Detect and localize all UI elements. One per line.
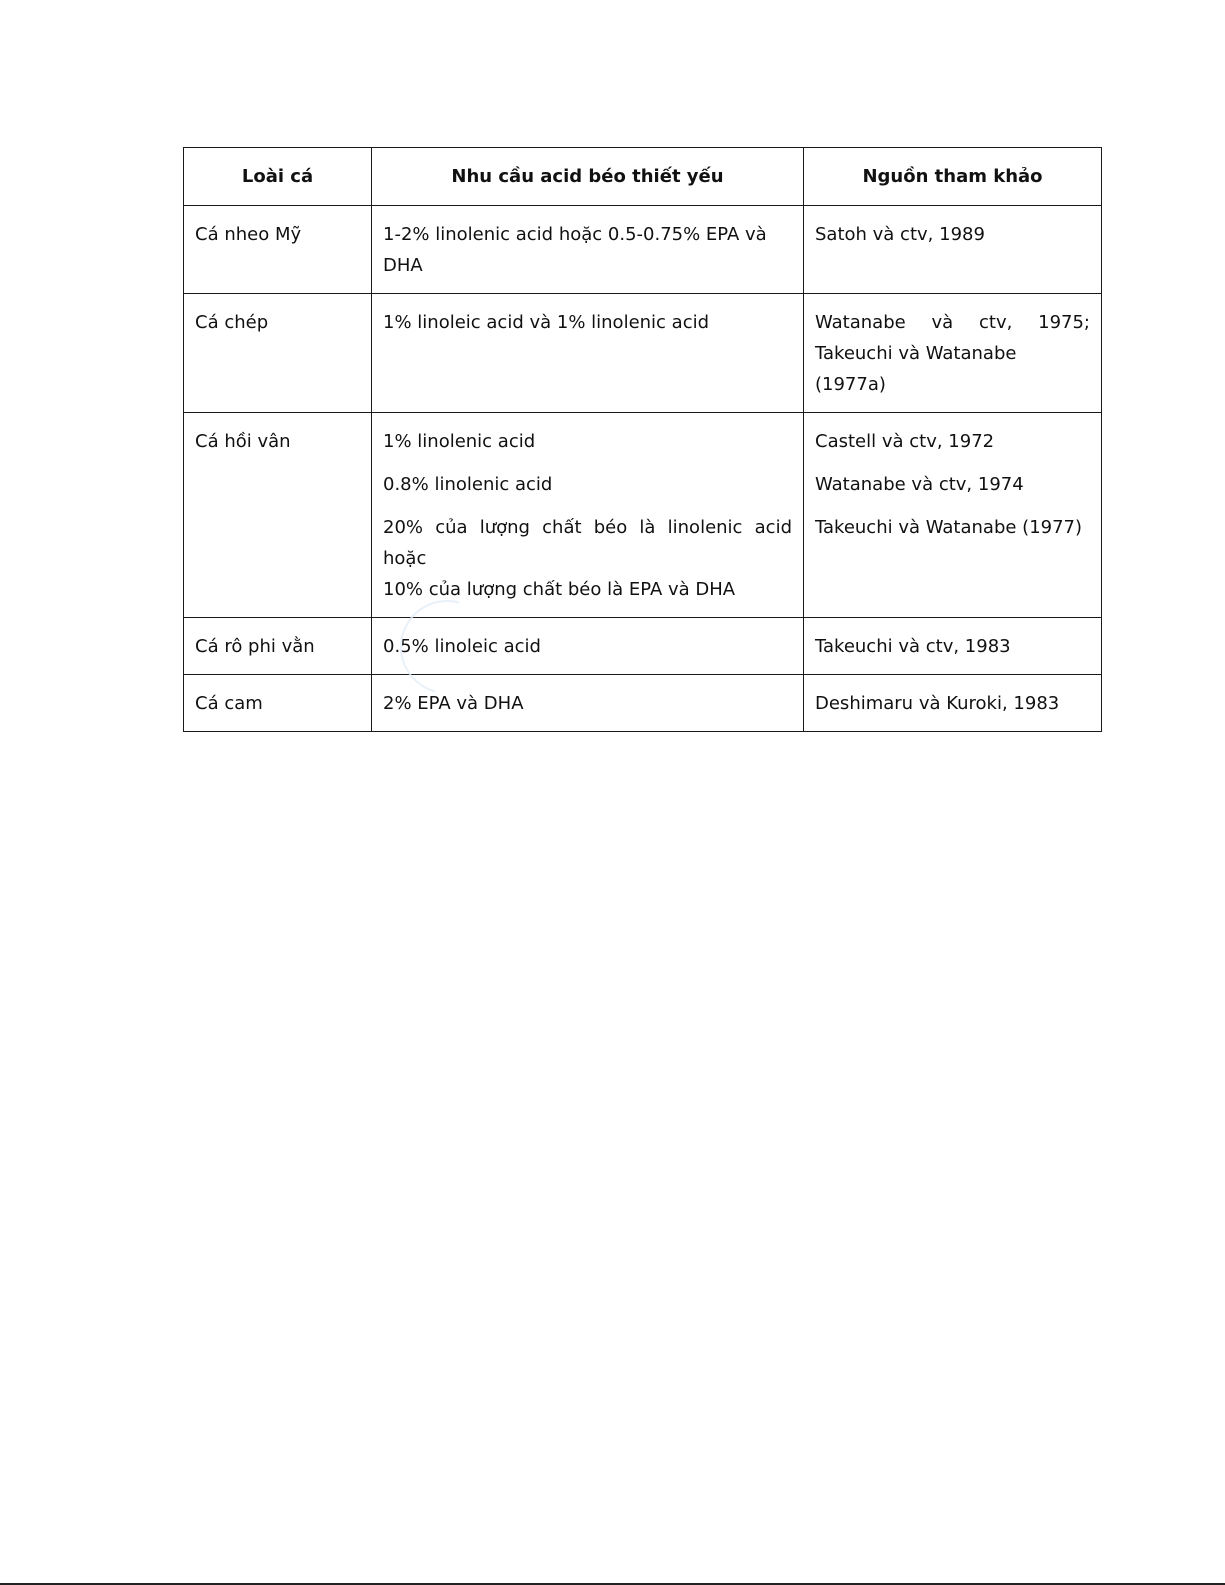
table-row: [184, 206, 1102, 294]
requirement-line: 1-2% linolenic acid hoặc 0.5-0.75% EPA và DHA: [383, 224, 767, 276]
species-cell: Cá nheo Mỹ: [184, 206, 372, 294]
requirement-line: 0.8% linolenic acid: [383, 474, 553, 495]
reference-line: Castell và ctv, 1972: [815, 431, 995, 452]
reference-line: Takeuchi và Watanabe (1977a): [815, 343, 1017, 395]
header-requirement: Nhu cầu acid béo thiết yếu: [372, 148, 804, 206]
header-species: Loài cá: [184, 148, 372, 206]
reference-cell: [804, 675, 1102, 732]
reference-line: Watanabe và ctv, 1975;: [815, 312, 1090, 333]
requirement-cell: [372, 413, 804, 618]
species-cell: Cá chép: [184, 294, 372, 413]
requirement-line: 20% của lượng chất béo là linolenic acid hoặc: [383, 517, 792, 569]
requirement-line: 1% linoleic acid và 1% linolenic acid: [383, 312, 710, 333]
species-cell: Cá cam: [184, 675, 372, 732]
requirement-line: 1% linolenic acid: [383, 431, 536, 452]
reference-cell: [804, 206, 1102, 294]
reference-line: Takeuchi và Watanabe (1977): [815, 517, 1083, 538]
reference-cell: [804, 294, 1102, 413]
reference-cell: [804, 413, 1102, 618]
requirement-line: 0.5% linoleic acid: [383, 636, 541, 657]
reference-line: Watanabe và ctv, 1974: [815, 474, 1024, 495]
requirement-line: 10% của lượng chất béo là EPA và DHA: [383, 579, 736, 600]
requirement-cell: [372, 206, 804, 294]
table-row: [184, 675, 1102, 732]
requirement-cell: [372, 294, 804, 413]
reference-line: Satoh và ctv, 1989: [815, 224, 985, 245]
fatty-acid-requirements-table: [183, 147, 1102, 732]
reference-line: Deshimaru và Kuroki, 1983: [815, 693, 1060, 714]
table-row: [184, 413, 1102, 618]
species-cell: Cá hồi vân: [184, 413, 372, 618]
reference-cell: [804, 618, 1102, 675]
header-reference: Nguồn tham khảo: [804, 148, 1102, 206]
species-cell: Cá rô phi vằn: [184, 618, 372, 675]
table-row: [184, 618, 1102, 675]
table-row: [184, 294, 1102, 413]
table-header-row: [184, 148, 1102, 206]
reference-line: Takeuchi và ctv, 1983: [815, 636, 1011, 657]
requirement-line: 2% EPA và DHA: [383, 693, 524, 714]
